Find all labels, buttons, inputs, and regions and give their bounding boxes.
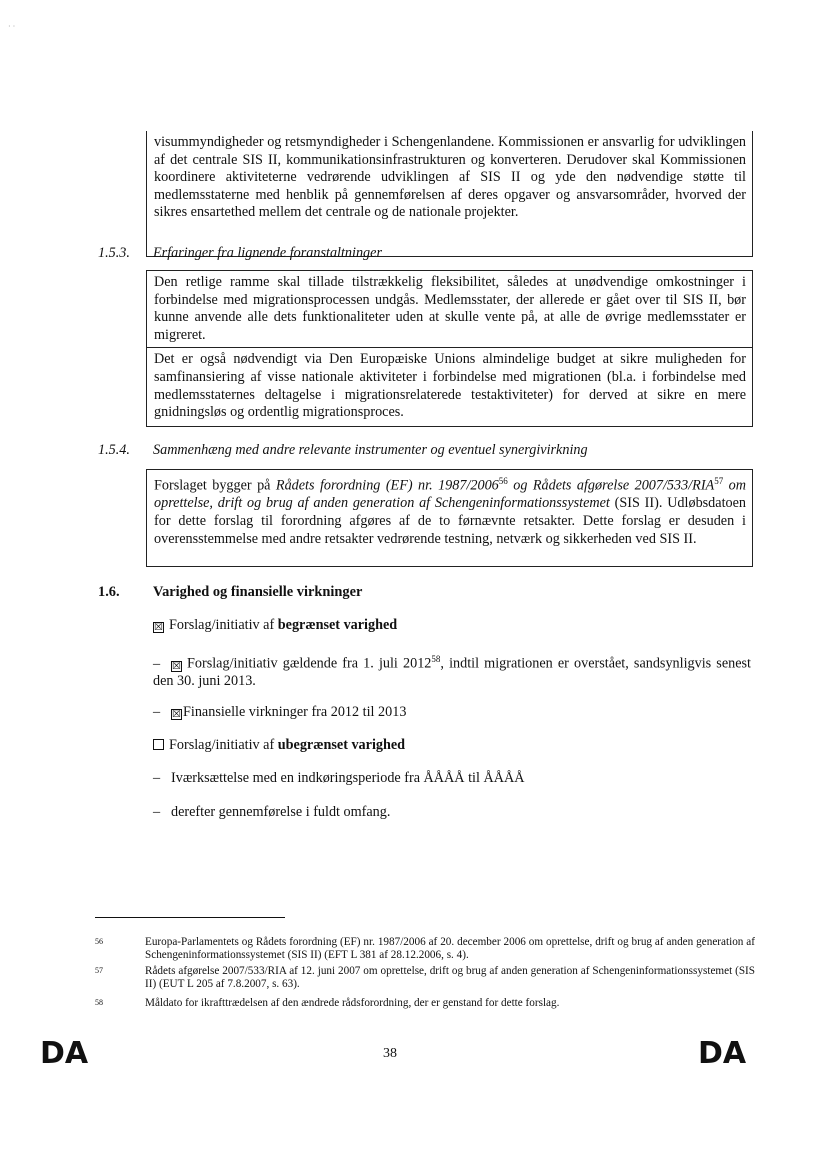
system-reference: om oprettelse, drift og brug af anden generation af Schengeninformationssystemet	[154, 477, 746, 512]
option-label: Forslag/initiativ af	[169, 737, 278, 753]
footnote-number: 56	[95, 937, 103, 946]
footnote-text: Rådets afgørelse 2007/533/RIA af 12. juni 2007 om oprettelse, drift og brug af anden generation af Schengeninformationssystemet (SIS II) (EUT L 205 af 7.8.2007, s. 63).	[145, 965, 755, 990]
footnote-number: 58	[95, 998, 103, 1007]
footnote-57	[95, 965, 755, 990]
list-item-full-operation	[153, 804, 751, 822]
text-run: (SIS II). Udløbsdatoen for dette forslag til forordning afgøres af de to førnævnte retsakter. Dette forslag er desuden i overensstemmelse med andre retsakter vedrørende testning, netværk og sikkerheden ved SIS II.	[154, 495, 746, 547]
dash-bullet: –	[153, 770, 161, 786]
language-code-right: DA	[698, 1036, 747, 1071]
item-text: Finansielle virkninger fra 2012 til 2013	[183, 704, 407, 720]
footnote-separator	[95, 917, 285, 918]
item-text: Iværksættelse med en indkøringsperiode fra ÅÅÅÅ til ÅÅÅÅ	[171, 770, 525, 786]
experience-paragraph-1: Den retlige ramme skal tillade tilstrækkelig fleksibilitet, således at unødvendige omkostninger i forbindelse med migrationsprocessen undgås. Medlemsstater, der allerede er gået over til SIS II, bør kunne anvende alle dets funktionaliteter uden at skulle vente på, at alle de øvrige medlemsstater er migreret.	[154, 274, 746, 343]
section-heading-1-5-4: Sammenhæng med andre relevante instrumenter og eventuel synergivirkning	[153, 442, 588, 458]
list-item-duration	[153, 651, 751, 691]
coherence-paragraph	[154, 473, 746, 548]
text-run: Forslaget bygger på	[154, 477, 276, 494]
checked-checkbox-icon[interactable]: ☒	[154, 622, 163, 633]
item-text: derefter gennemførelse i fuldt omfang.	[171, 804, 391, 820]
dash-bullet: –	[153, 655, 161, 672]
dash-bullet: –	[153, 804, 161, 820]
section-heading-1-5-3: Erfaringer fra lignende foranstaltninger	[153, 245, 382, 261]
continued-paragraph: visummyndigheder og retsmyndigheder i Schengenlandene. Kommissionen er ansvarlig for udviklingen af det centrale SIS II, kommunikationsinfrastrukturen og konverteren. Derudover skal Kommissionen koordinere aktiviteterne vedrørende udviklingen af SIS II og yde den nødvendige støtte til medlemsstaterne med henblik på gennemførelsen af deres opgaver og ansvarsområder, hvorved der sikres ensartethed mellem det centrale og de nationale projekter.	[154, 134, 746, 221]
footnote-56	[95, 936, 755, 961]
item-text: Forslag/initiativ gældende fra 1. juli 2012	[187, 655, 432, 672]
experience-paragraph-2: Det er også nødvendigt via Den Europæiske Unions almindelige budget at sikre muligheden for samfinansiering af visse nationale aktiviteter i forbindelse med migrationen (bl.a. i forbindelse med medlemsstaternes deltagelse i migrationsrelaterede testaktiviteter) for derved at sikre en mere gnidningsløs og ordentlig migrationsproces.	[154, 351, 746, 421]
footnote-ref-56[interactable]: 56	[498, 476, 508, 486]
regulation-reference: Rådets forordning (EF) nr. 1987/2006	[275, 477, 499, 494]
coherence-box	[146, 469, 753, 567]
dash-bullet: –	[153, 704, 161, 720]
continued-text-box	[146, 131, 753, 257]
language-code-left: DA	[40, 1036, 89, 1071]
footnote-ref-58[interactable]: 58	[431, 654, 441, 664]
box-divider	[147, 347, 752, 348]
empty-checkbox-icon[interactable]	[153, 739, 164, 750]
text-run: og	[507, 477, 533, 494]
option-label-bold: begrænset varighed	[277, 617, 398, 633]
section-heading-1-6: Varighed og finansielle virkninger	[153, 584, 363, 600]
experience-box	[146, 270, 753, 427]
section-number-1-5-4: 1.5.4.	[98, 442, 130, 458]
unlimited-duration-option	[153, 737, 751, 755]
page-number: 38	[383, 1046, 397, 1061]
list-item-financial	[153, 704, 751, 722]
checked-checkbox-icon[interactable]: ☒	[172, 709, 181, 720]
footnote-text: Europa-Parlamentets og Rådets forordning (EF) nr. 1987/2006 af 20. december 2006 om oprettelse, drift og brug af anden generation af Schengeninformationssystemet (SIS II) (EFT L 381 af 28.12.2006, s. 4).	[145, 936, 755, 961]
footnote-number: 57	[95, 966, 103, 975]
checked-checkbox-icon[interactable]: ☒	[172, 660, 181, 672]
option-label: Forslag/initiativ af	[169, 617, 278, 633]
footnote-ref-57[interactable]: 57	[714, 476, 724, 486]
footnote-58	[95, 997, 755, 1010]
item-text: , indtil migrationen er overstået, sandsynligvis senest den 30. juni 2013.	[153, 655, 751, 690]
footnote-text: Måldato for ikrafttrædelsen af den ændrede rådsforordning, der er genstand for dette forslag.	[145, 997, 560, 1009]
section-number-1-5-3: 1.5.3.	[98, 245, 130, 261]
section-number-1-6: 1.6.	[98, 584, 120, 600]
decision-reference: Rådets afgørelse 2007/533/RIA	[532, 477, 715, 494]
limited-duration-option	[153, 617, 751, 635]
scan-specks: · ·	[8, 22, 16, 31]
option-label-bold: ubegrænset varighed	[277, 737, 406, 753]
list-item-start-up	[153, 770, 751, 788]
